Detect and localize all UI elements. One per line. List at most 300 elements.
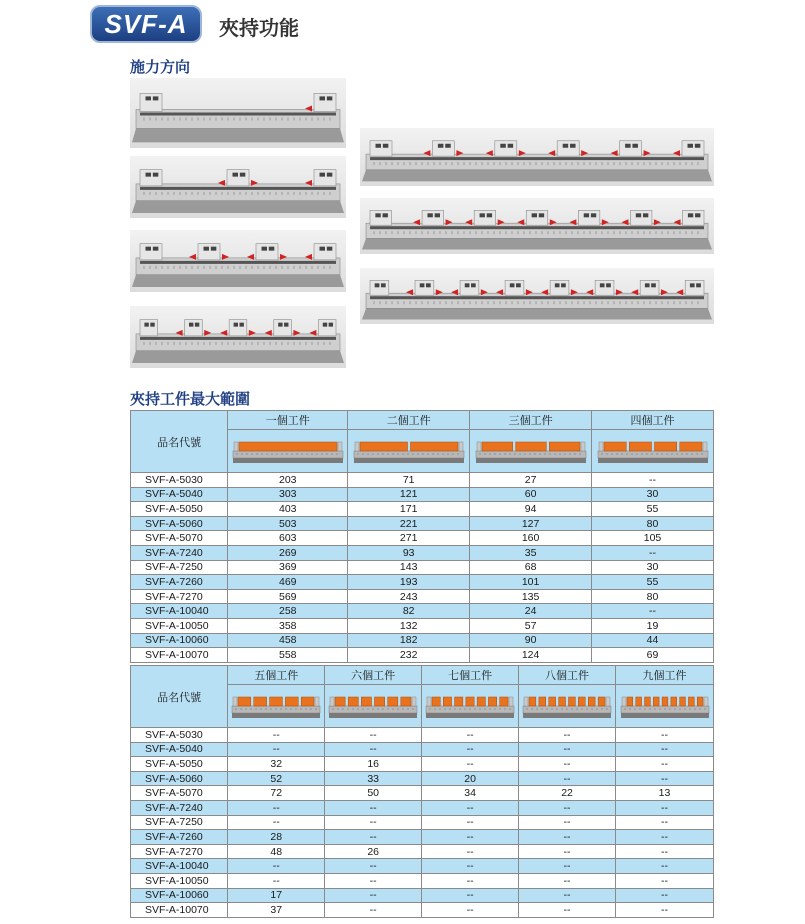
- clamp-block: [370, 210, 391, 225]
- value-cell: --: [422, 728, 519, 743]
- value-cell: --: [616, 888, 714, 903]
- value-cell: --: [616, 830, 714, 845]
- workpiece-diagram-cell: [325, 685, 422, 728]
- model-code-cell: SVF-A-10050: [131, 873, 228, 888]
- vise-photo-6-workpieces: [360, 198, 714, 254]
- model-code-cell: SVF-A-7240: [131, 800, 228, 815]
- workpiece-block: [559, 697, 566, 706]
- table-row: [131, 728, 714, 743]
- table-row: [131, 473, 714, 488]
- vise-diagram: [130, 306, 346, 368]
- block-hole: [146, 173, 152, 177]
- value-cell: 32: [228, 757, 325, 772]
- value-cell: --: [422, 873, 519, 888]
- value-cell: --: [422, 859, 519, 874]
- vise-base: [354, 458, 464, 463]
- workpiece-block: [529, 697, 536, 706]
- workpiece-block: [635, 697, 641, 706]
- section-title-force-direction: 施力方向: [130, 58, 191, 76]
- model-code-cell: SVF-A-5040: [131, 742, 228, 757]
- column-header: 一個工件: [228, 411, 348, 430]
- block-hole: [688, 213, 693, 217]
- value-cell: 403: [228, 502, 348, 517]
- column-header: 五個工件: [228, 666, 325, 685]
- end-jaw: [355, 442, 359, 451]
- value-cell: --: [228, 815, 325, 830]
- workpiece-block: [270, 697, 283, 706]
- block-hole: [146, 96, 152, 100]
- clamp-block: [198, 244, 220, 260]
- block-hole: [327, 96, 333, 100]
- block-hole: [636, 213, 641, 217]
- value-cell: --: [228, 728, 325, 743]
- workpiece-block: [466, 697, 474, 706]
- block-hole: [427, 213, 432, 217]
- block-hole: [144, 323, 148, 327]
- clamp-block: [682, 141, 704, 156]
- block-hole: [262, 247, 268, 251]
- table-row: [131, 830, 714, 845]
- value-cell: 271: [348, 531, 470, 546]
- table-row: [131, 531, 714, 546]
- vise-rail: [233, 451, 343, 458]
- value-cell: --: [422, 757, 519, 772]
- workpiece-diagram: [230, 691, 322, 721]
- table-corner-label: 品名代號: [131, 411, 228, 473]
- block-hole: [211, 247, 217, 251]
- block-hole: [381, 283, 386, 287]
- clamp-block: [685, 280, 704, 295]
- column-header: 七個工件: [422, 666, 519, 685]
- value-cell: --: [592, 604, 714, 619]
- value-cell: --: [422, 742, 519, 757]
- clamp-block: [140, 320, 158, 336]
- clamp-block: [550, 280, 569, 295]
- value-cell: --: [519, 903, 616, 918]
- block-hole: [651, 283, 656, 287]
- workpiece-block: [489, 697, 497, 706]
- block-hole: [383, 213, 388, 217]
- block-hole: [153, 247, 159, 251]
- block-hole: [329, 323, 333, 327]
- value-cell: 121: [348, 487, 470, 502]
- rail-base: [132, 351, 344, 363]
- value-cell: 68: [470, 560, 592, 575]
- value-cell: 93: [348, 545, 470, 560]
- model-code-cell: SVF-A-7240: [131, 545, 228, 560]
- rail-base: [132, 201, 344, 213]
- column-header: 二個工件: [348, 411, 470, 430]
- clamp-block: [415, 280, 434, 295]
- block-hole: [150, 323, 154, 327]
- value-cell: 82: [348, 604, 470, 619]
- end-jaw: [412, 697, 416, 706]
- vise-photo-5-workpieces: [360, 128, 714, 186]
- workpiece-diagram: [619, 691, 711, 721]
- end-jaw: [581, 442, 585, 451]
- block-hole: [420, 283, 425, 287]
- workpiece-block: [627, 697, 633, 706]
- model-code-cell: SVF-A-10070: [131, 903, 228, 918]
- block-hole: [570, 144, 576, 148]
- table-row: [131, 618, 714, 633]
- value-cell: 469: [228, 575, 348, 590]
- workpiece-block: [301, 697, 314, 706]
- clamp-block: [140, 170, 162, 186]
- value-cell: --: [325, 888, 422, 903]
- workpiece-block: [697, 697, 703, 706]
- block-hole: [688, 144, 694, 148]
- value-cell: --: [325, 903, 422, 918]
- clamp-block: [314, 244, 336, 260]
- model-code-cell: SVF-A-5060: [131, 516, 228, 531]
- page-title: 夾持功能: [219, 16, 299, 40]
- rail-slot: [140, 261, 336, 264]
- block-hole: [320, 247, 326, 251]
- column-header: 三個工件: [470, 411, 592, 430]
- value-cell: 24: [470, 604, 592, 619]
- block-hole: [695, 213, 700, 217]
- model-code-cell: SVF-A-10040: [131, 859, 228, 874]
- value-cell: 55: [592, 575, 714, 590]
- value-cell: 80: [592, 589, 714, 604]
- workpiece-block: [662, 697, 668, 706]
- block-hole: [327, 247, 333, 251]
- end-jaw: [477, 442, 481, 451]
- value-cell: --: [325, 815, 422, 830]
- value-cell: 50: [325, 786, 422, 801]
- block-hole: [584, 213, 589, 217]
- block-hole: [516, 283, 521, 287]
- table-body: [131, 473, 714, 663]
- vise-rail: [354, 451, 464, 458]
- value-cell: 171: [348, 502, 470, 517]
- vise-diagram: [360, 128, 714, 186]
- clamp-block: [683, 210, 704, 225]
- model-code-cell: SVF-A-5070: [131, 786, 228, 801]
- workpiece-block: [477, 697, 485, 706]
- value-cell: 57: [470, 618, 592, 633]
- rail-base: [362, 238, 712, 249]
- workpiece-diagram: [424, 691, 516, 721]
- end-jaw: [233, 697, 237, 706]
- workpiece-block: [515, 442, 546, 451]
- value-cell: --: [228, 859, 325, 874]
- block-hole: [435, 213, 440, 217]
- model-code-cell: SVF-A-7250: [131, 560, 228, 575]
- table-row: [131, 633, 714, 648]
- block-hole: [500, 144, 506, 148]
- vise-diagram: [130, 78, 346, 148]
- workpiece-diagram: [521, 691, 613, 721]
- table-row: [131, 742, 714, 757]
- column-header: 八個工件: [519, 666, 616, 685]
- vise-diagram: [360, 198, 714, 254]
- vise-base: [523, 713, 611, 718]
- value-cell: --: [228, 800, 325, 815]
- clamp-block: [526, 210, 547, 225]
- vise-photo-7-workpieces: [360, 268, 714, 324]
- value-cell: 303: [228, 487, 348, 502]
- table-row: [131, 815, 714, 830]
- value-cell: 28: [228, 830, 325, 845]
- block-hole: [204, 247, 210, 251]
- block-hole: [233, 173, 239, 177]
- vise-diagram: [130, 156, 346, 218]
- value-cell: 221: [348, 516, 470, 531]
- workpiece-block: [598, 697, 605, 706]
- value-cell: 269: [228, 545, 348, 560]
- value-cell: 105: [592, 531, 714, 546]
- table-row: [131, 516, 714, 531]
- workpiece-diagram: [474, 436, 588, 466]
- block-hole: [323, 323, 327, 327]
- model-code-cell: SVF-A-5030: [131, 473, 228, 488]
- value-cell: 16: [325, 757, 422, 772]
- clamp-block: [229, 320, 247, 336]
- value-cell: 22: [519, 786, 616, 801]
- block-hole: [471, 283, 476, 287]
- value-cell: 143: [348, 560, 470, 575]
- workpiece-block: [588, 697, 595, 706]
- clamp-block: [578, 210, 599, 225]
- value-cell: --: [519, 844, 616, 859]
- value-cell: 17: [228, 888, 325, 903]
- workpiece-block: [670, 697, 676, 706]
- value-cell: --: [422, 844, 519, 859]
- rail-slot: [140, 187, 336, 190]
- value-cell: 52: [228, 771, 325, 786]
- value-cell: --: [519, 757, 616, 772]
- column-header: 六個工件: [325, 666, 422, 685]
- value-cell: --: [616, 771, 714, 786]
- clamping-range-table-2: [130, 665, 714, 918]
- workpiece-diagram-cell: [470, 430, 592, 473]
- column-header: 四個工件: [592, 411, 714, 430]
- rail-slot: [370, 157, 704, 160]
- value-cell: 458: [228, 633, 348, 648]
- workpiece-block: [360, 442, 408, 451]
- value-cell: 127: [470, 516, 592, 531]
- block-hole: [278, 323, 282, 327]
- block-hole: [539, 213, 544, 217]
- block-hole: [555, 283, 560, 287]
- model-code-cell: SVF-A-10040: [131, 604, 228, 619]
- workpiece-block: [238, 697, 251, 706]
- model-code-cell: SVF-A-5050: [131, 757, 228, 772]
- workpiece-block: [688, 697, 694, 706]
- table-row: [131, 604, 714, 619]
- table-row: [131, 545, 714, 560]
- rail-base: [362, 170, 712, 182]
- workpiece-block: [348, 697, 358, 706]
- clamp-block: [460, 280, 479, 295]
- workpiece-block: [254, 697, 267, 706]
- block-hole: [146, 247, 152, 251]
- block-hole: [606, 283, 611, 287]
- rail-slot: [140, 113, 336, 116]
- value-cell: --: [616, 873, 714, 888]
- block-hole: [269, 247, 275, 251]
- value-cell: --: [422, 903, 519, 918]
- value-cell: --: [228, 742, 325, 757]
- value-cell: --: [592, 545, 714, 560]
- end-jaw: [599, 442, 603, 451]
- table-row: [131, 502, 714, 517]
- value-cell: --: [616, 844, 714, 859]
- block-hole: [240, 173, 246, 177]
- workpiece-block: [443, 697, 451, 706]
- rail-base: [132, 128, 344, 142]
- vise-base: [426, 713, 514, 718]
- table-row: [131, 589, 714, 604]
- block-hole: [438, 144, 444, 148]
- value-cell: 135: [470, 589, 592, 604]
- column-header: 九個工件: [616, 666, 714, 685]
- end-jaw: [703, 442, 707, 451]
- clamp-block: [595, 280, 614, 295]
- value-cell: --: [325, 830, 422, 845]
- value-cell: 182: [348, 633, 470, 648]
- clamp-block: [495, 141, 517, 156]
- clamp-block: [314, 93, 336, 111]
- vise-rail: [476, 451, 586, 458]
- vise-base: [621, 713, 709, 718]
- workpiece-diagram-cell: [228, 430, 348, 473]
- rail-slot: [140, 337, 336, 340]
- block-hole: [600, 283, 605, 287]
- clamp-block: [318, 320, 336, 336]
- section-title-clamping-range: 夾持工件最大範圍: [130, 390, 251, 408]
- value-cell: --: [325, 859, 422, 874]
- workpiece-block: [549, 442, 580, 451]
- block-hole: [643, 213, 648, 217]
- value-cell: 203: [228, 473, 348, 488]
- workpiece-block: [539, 697, 546, 706]
- logo-text: SVF-A: [104, 8, 188, 39]
- value-cell: --: [616, 859, 714, 874]
- value-cell: --: [616, 815, 714, 830]
- clamp-block: [140, 244, 162, 260]
- model-code-cell: SVF-A-7260: [131, 830, 228, 845]
- value-cell: 124: [470, 648, 592, 663]
- workpiece-block: [654, 442, 676, 451]
- value-cell: --: [519, 771, 616, 786]
- block-hole: [375, 213, 380, 217]
- end-jaw: [459, 442, 463, 451]
- clamp-block: [630, 210, 651, 225]
- block-hole: [696, 283, 701, 287]
- block-hole: [465, 283, 470, 287]
- value-cell: --: [422, 815, 519, 830]
- value-cell: 35: [470, 545, 592, 560]
- clamp-block: [274, 320, 292, 336]
- value-cell: --: [519, 830, 616, 845]
- value-cell: 69: [592, 648, 714, 663]
- value-cell: --: [422, 830, 519, 845]
- value-cell: 48: [228, 844, 325, 859]
- block-hole: [320, 96, 326, 100]
- model-code-cell: SVF-A-5060: [131, 771, 228, 786]
- value-cell: --: [519, 859, 616, 874]
- table-row: [131, 771, 714, 786]
- workpiece-block: [401, 697, 411, 706]
- value-cell: --: [616, 728, 714, 743]
- table-row: [131, 487, 714, 502]
- block-hole: [625, 144, 631, 148]
- value-cell: --: [616, 757, 714, 772]
- value-cell: --: [519, 728, 616, 743]
- value-cell: 358: [228, 618, 348, 633]
- end-jaw: [315, 697, 319, 706]
- value-cell: 243: [348, 589, 470, 604]
- model-code-cell: SVF-A-7250: [131, 815, 228, 830]
- value-cell: 13: [616, 786, 714, 801]
- table-row: [131, 888, 714, 903]
- workpiece-block: [239, 442, 337, 451]
- table-row: [131, 786, 714, 801]
- value-cell: 603: [228, 531, 348, 546]
- workpiece-diagram-cell: [422, 685, 519, 728]
- end-jaw: [704, 697, 708, 706]
- clamp-block: [640, 280, 659, 295]
- value-cell: 258: [228, 604, 348, 619]
- table-body: [131, 728, 714, 918]
- value-cell: 101: [470, 575, 592, 590]
- workpiece-diagram-cell: [616, 685, 714, 728]
- value-cell: 90: [470, 633, 592, 648]
- model-code-cell: SVF-A-10060: [131, 633, 228, 648]
- value-cell: --: [519, 888, 616, 903]
- value-cell: 30: [592, 487, 714, 502]
- block-hole: [375, 283, 380, 287]
- value-cell: 132: [348, 618, 470, 633]
- block-hole: [591, 213, 596, 217]
- value-cell: 33: [325, 771, 422, 786]
- block-hole: [383, 144, 389, 148]
- model-code-cell: SVF-A-10070: [131, 648, 228, 663]
- workpiece-block: [644, 697, 650, 706]
- workpiece-diagram-cell: [228, 685, 325, 728]
- workpiece-block: [549, 697, 556, 706]
- rail-body: [136, 258, 340, 275]
- table-row: [131, 800, 714, 815]
- workpiece-block: [388, 697, 398, 706]
- value-cell: 80: [592, 516, 714, 531]
- value-cell: --: [519, 873, 616, 888]
- value-cell: 503: [228, 516, 348, 531]
- workpiece-block: [335, 697, 345, 706]
- clamp-block: [505, 280, 524, 295]
- vise-diagram: [360, 268, 714, 324]
- value-cell: 26: [325, 844, 422, 859]
- vise-photo-3-workpieces: [130, 230, 346, 292]
- model-code-cell: SVF-A-10060: [131, 888, 228, 903]
- value-cell: --: [325, 800, 422, 815]
- table-row: [131, 859, 714, 874]
- vise-photo-4-workpieces: [130, 306, 346, 368]
- clamp-block: [422, 210, 443, 225]
- value-cell: 20: [422, 771, 519, 786]
- block-hole: [376, 144, 382, 148]
- rail-body: [366, 154, 708, 170]
- brand-logo: [90, 5, 202, 43]
- value-cell: --: [616, 903, 714, 918]
- clamp-block: [314, 170, 336, 186]
- value-cell: 569: [228, 589, 348, 604]
- clamp-block: [140, 93, 162, 111]
- clamp-block: [620, 141, 642, 156]
